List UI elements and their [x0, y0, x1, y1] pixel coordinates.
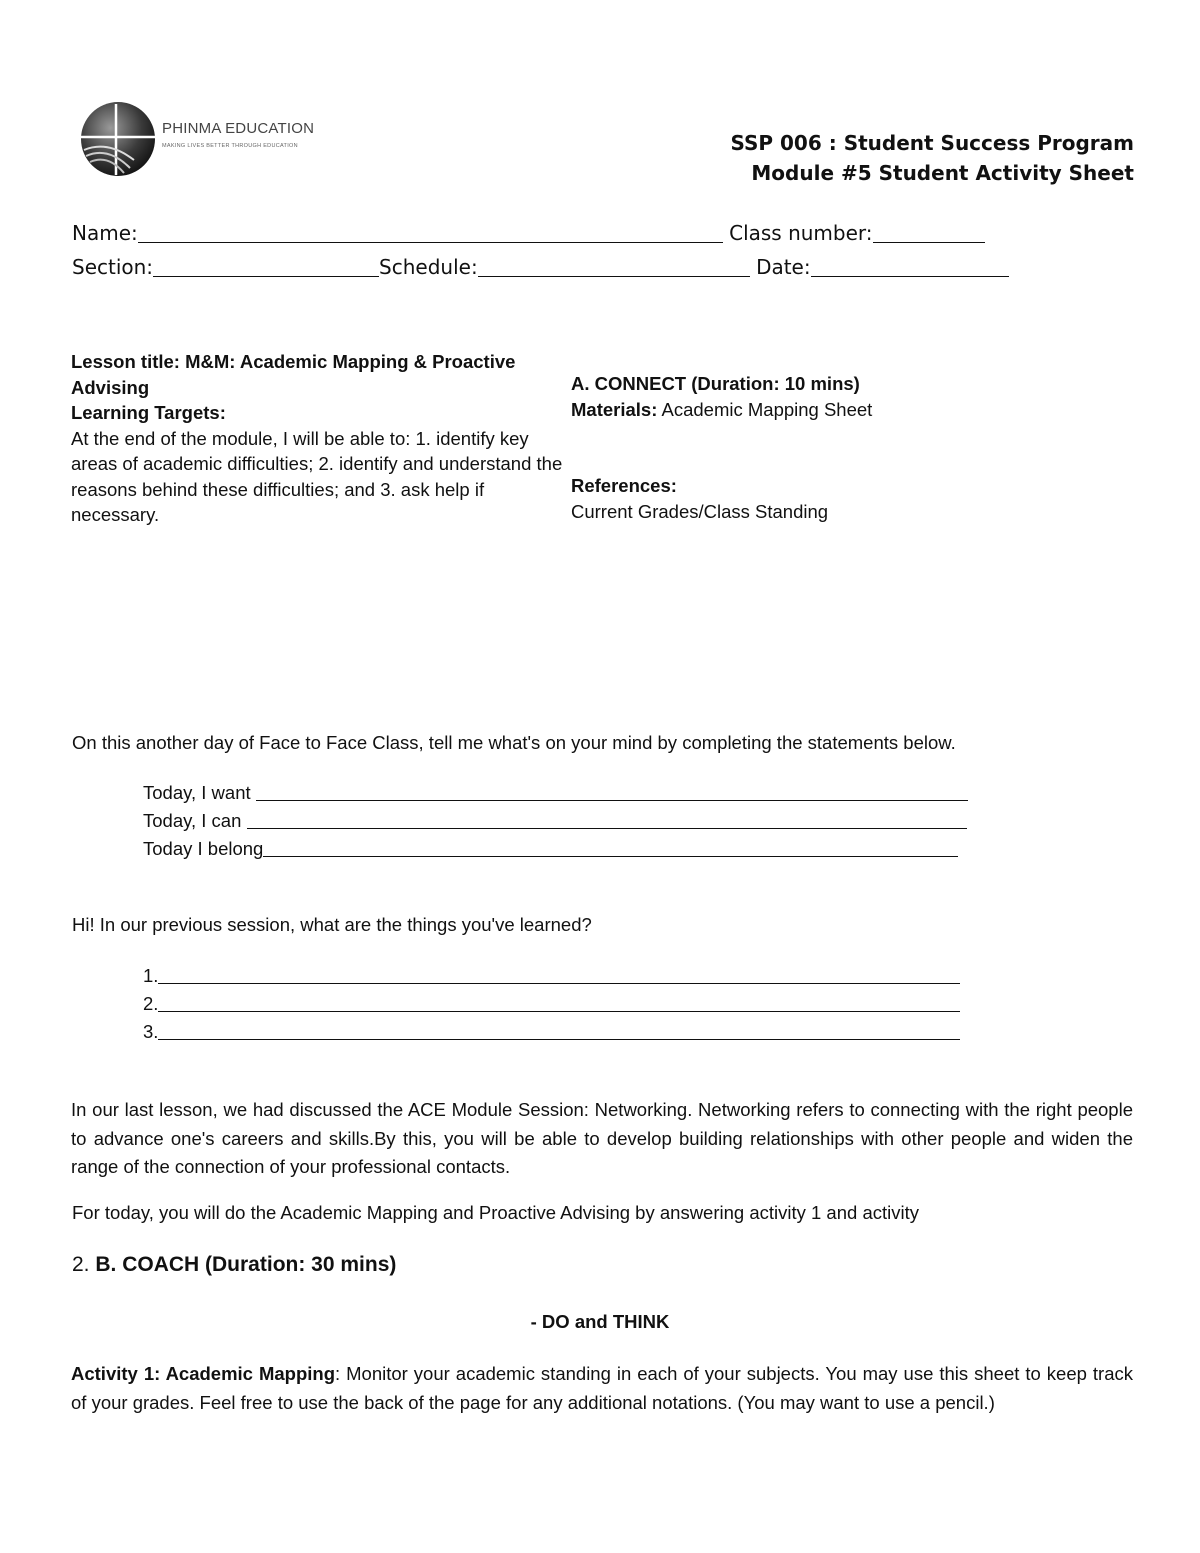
coach-heading-line — [72, 1253, 396, 1277]
today-i-want-field[interactable] — [256, 786, 968, 801]
lesson-title-value: M&M: Academic Mapping & Proactive Advising — [71, 351, 516, 398]
module-title: Module #5 Student Activity Sheet — [751, 161, 1134, 185]
lesson-title — [71, 349, 566, 400]
activity-1-text: : Monitor your academic standing in each of your subjects. You may use this sheet to keep track of your grades. Feel free to use the back of the page for any additional notations. (You may want to use a pencil.) — [71, 1363, 1133, 1413]
form-row-1 — [72, 221, 985, 245]
learning-targets-text: At the end of the module, I will be able to: 1. identify key areas of academic difficulties; 2. identify and understand the reasons behind these difficulties; and 3. ask help if necessary. — [71, 427, 563, 525]
course-title: SSP 006 : Student Success Program — [730, 131, 1134, 155]
today-i-can-line — [143, 810, 967, 832]
lesson-info — [71, 349, 566, 528]
logo-name: PHINMA EDUCATION — [162, 120, 315, 137]
learned-item-3 — [143, 1021, 960, 1043]
today-i-belong-line — [143, 838, 958, 860]
activity-1-paragraph — [71, 1360, 1133, 1417]
activity-1-label: Activity 1: Academic Mapping — [71, 1363, 335, 1384]
connect-heading: A. CONNECT (Duration: 10 mins) — [571, 373, 860, 394]
today-paragraph: For today, you will do the Academic Mapping and Proactive Advising by answering activity 1 and activity — [72, 1202, 919, 1223]
today-i-want-line — [143, 782, 968, 804]
previous-question: Hi! In our previous session, what are the things you've learned? — [72, 914, 592, 935]
references-value: Current Grades/Class Standing — [571, 500, 829, 522]
date-label: Date: — [756, 255, 811, 279]
learning-targets-label: Learning Targets: — [71, 402, 226, 423]
today-i-can-label: Today, I can — [143, 810, 247, 831]
phinma-logo — [78, 100, 338, 178]
class-number-field[interactable] — [873, 224, 985, 243]
today-i-belong-label: Today I belong — [143, 838, 264, 859]
lesson-title-label: Lesson title: — [71, 351, 180, 372]
coach-heading: B. COACH (Duration: 30 mins) — [95, 1253, 397, 1276]
learned-item-3-number: 3. — [143, 1021, 159, 1042]
today-i-can-field[interactable] — [247, 814, 967, 829]
learned-item-2-number: 2. — [143, 993, 159, 1014]
schedule-field[interactable] — [478, 258, 750, 277]
prompt-intro: On this another day of Face to Face Class, tell me what's on your mind by completing the statements below. — [72, 732, 956, 753]
phinma-globe-logo-icon — [78, 100, 158, 178]
learned-item-1-field[interactable] — [158, 969, 960, 984]
form-row-2 — [72, 255, 1009, 279]
do-and-think-heading: - DO and THINK — [530, 1311, 670, 1332]
date-field[interactable] — [811, 258, 1009, 277]
schedule-label: Schedule: — [379, 255, 478, 279]
learned-item-2 — [143, 993, 960, 1015]
connect-info — [571, 371, 991, 524]
section-field[interactable] — [153, 258, 379, 277]
today-i-belong-field[interactable] — [263, 842, 958, 857]
materials-value: Academic Mapping Sheet — [661, 398, 873, 420]
materials-line — [571, 397, 991, 423]
last-lesson-paragraph: In our last lesson, we had discussed the ACE Module Session: Networking. Networking refers to connecting with the right people to advance one's careers and skills.By this, you will be able to develop building relationships with other people and widen the range of the connection of your professional contacts. — [71, 1099, 1133, 1177]
materials-label: Materials: — [571, 398, 658, 420]
coach-number: 2. — [72, 1253, 96, 1276]
class-number-label: Class number: — [729, 221, 873, 245]
today-i-want-label: Today, I want — [143, 782, 256, 803]
learned-item-2-field[interactable] — [158, 997, 960, 1012]
learned-item-1 — [143, 965, 960, 987]
learned-item-1-number: 1. — [143, 965, 159, 986]
name-label: Name: — [72, 221, 138, 245]
references-label: References: — [571, 475, 677, 496]
name-field[interactable] — [138, 224, 723, 243]
section-label: Section: — [72, 255, 154, 279]
logo-tagline: MAKING LIVES BETTER THROUGH EDUCATION — [162, 143, 298, 149]
learned-item-3-field[interactable] — [158, 1025, 960, 1040]
